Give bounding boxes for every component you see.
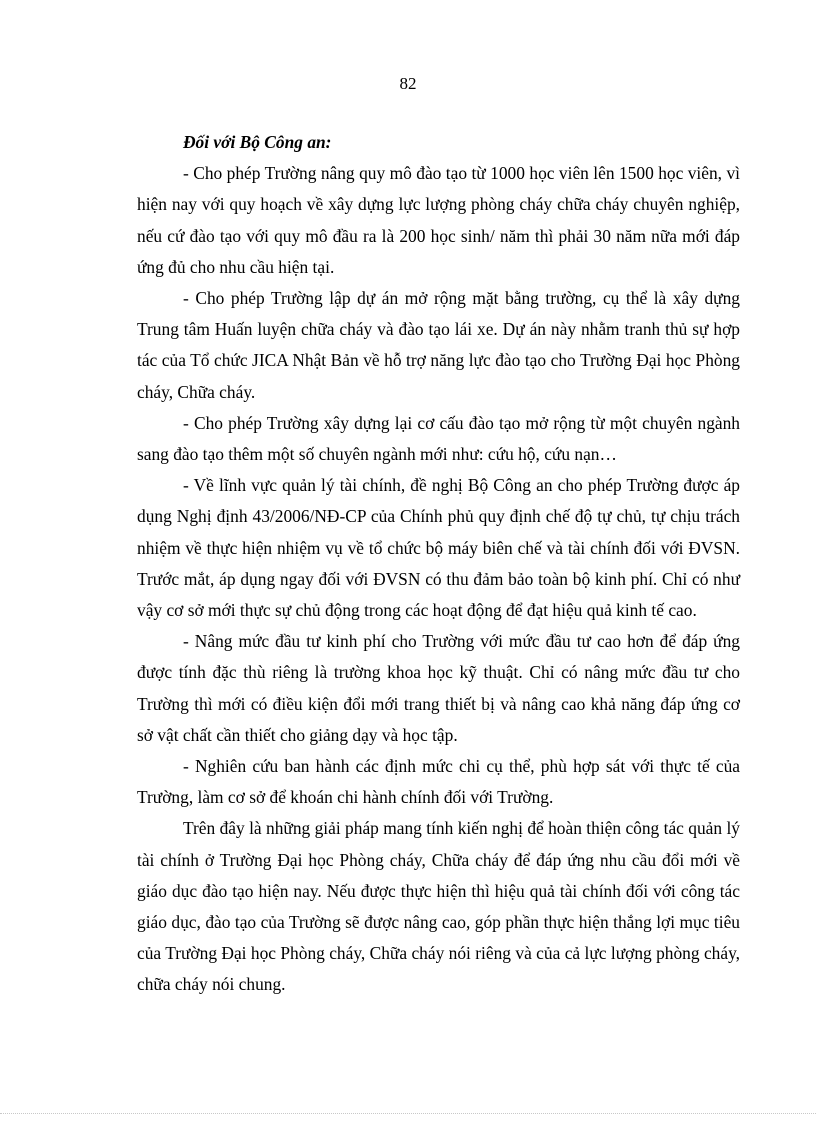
- paragraph-investment-level: - Nâng mức đầu tư kinh phí cho Trường với mức đầu tư cao hơn để đáp ứng được tính đặc thù riêng là trường khoa học kỹ thuật. Chỉ có nâng mức đầu tư cho Trường thì mới có điều kiện đổi mới trang thiết bị và nâng cao khả năng đáp ứng cơ sở vật chất cần thiết cho giảng dạy và học tập.: [137, 631, 740, 745]
- page-number: 82: [399, 74, 417, 93]
- paragraph-spending-norms: - Nghiên cứu ban hành các định mức chi cụ thể, phù hợp sát với thực tế của Trường, làm cơ sở để khoán chi hành chính đối với Trường.: [137, 756, 740, 808]
- paragraph-training-structure: - Cho phép Trường xây dựng lại cơ cấu đào tạo mở rộng từ một chuyên ngành sang đào tạo thêm một số chuyên ngành mới như: cứu hộ, cứu nạn…: [137, 412, 740, 465]
- paragraph-financial-management: - Về lĩnh vực quản lý tài chính, đề nghị Bộ Công an cho phép Trường được áp dụng Nghị định 43/2006/NĐ-CP của Chính phủ quy định chế độ tự chủ, tự chịu trách nhiệm về thực hiện nhiệm vụ về tổ chức bộ máy biên chế và tài chính đối với ĐVSN. Trước mắt, áp dụng ngay đối với ĐVSN có thu đảm bảo toàn bộ kinh phí. Chỉ có như vậy cơ sở mới thực sự chủ động trong các hoạt động để đạt hiệu quả kinh tế cao.: [137, 475, 740, 621]
- section-heading: Đối với Bộ Công an:: [183, 132, 332, 152]
- paragraph-conclusion: Trên đây là những giải pháp mang tính kiến nghị để hoàn thiện công tác quản lý tài chính ở Trường Đại học Phòng cháy, Chữa cháy để đáp ứng nhu cầu đổi mới về giáo dục đào tạo hiện nay. Nếu được thực hiện thì hiệu quả tài chính đối với công tác giáo dục, đào tạo của Trường sẽ được nâng cao, góp phần thực hiện thắng lợi mục tiêu của Trường Đại học Phòng cháy, Chữa cháy nói riêng và của cả lực lượng phòng cháy, chữa cháy nói chung.: [137, 818, 740, 995]
- page-bottom-divider: [0, 1113, 816, 1114]
- paragraph-student-capacity: - Cho phép Trường nâng quy mô đào tạo từ 1000 học viên lên 1500 học viên, vì hiện nay với quy hoạch về xây dựng lực lượng phòng cháy chữa cháy chuyên nghiệp, nếu cứ đào tạo với quy mô đầu ra là 200 học sinh/ năm thì phải 30 năm nữa mới đáp ứng đủ cho nhu cầu hiện tại.: [137, 163, 740, 277]
- document-body: [137, 127, 740, 1001]
- paragraph-campus-expansion: - Cho phép Trường lập dự án mở rộng mặt bằng trường, cụ thể là xây dựng Trung tâm Huấn luyện chữa cháy và đào tạo lái xe. Dự án này nhằm tranh thủ sự hợp tác của Tổ chức JICA Nhật Bản về hỗ trợ năng lực đào tạo cho Trường Đại học Phòng cháy, Chữa cháy.: [137, 288, 740, 402]
